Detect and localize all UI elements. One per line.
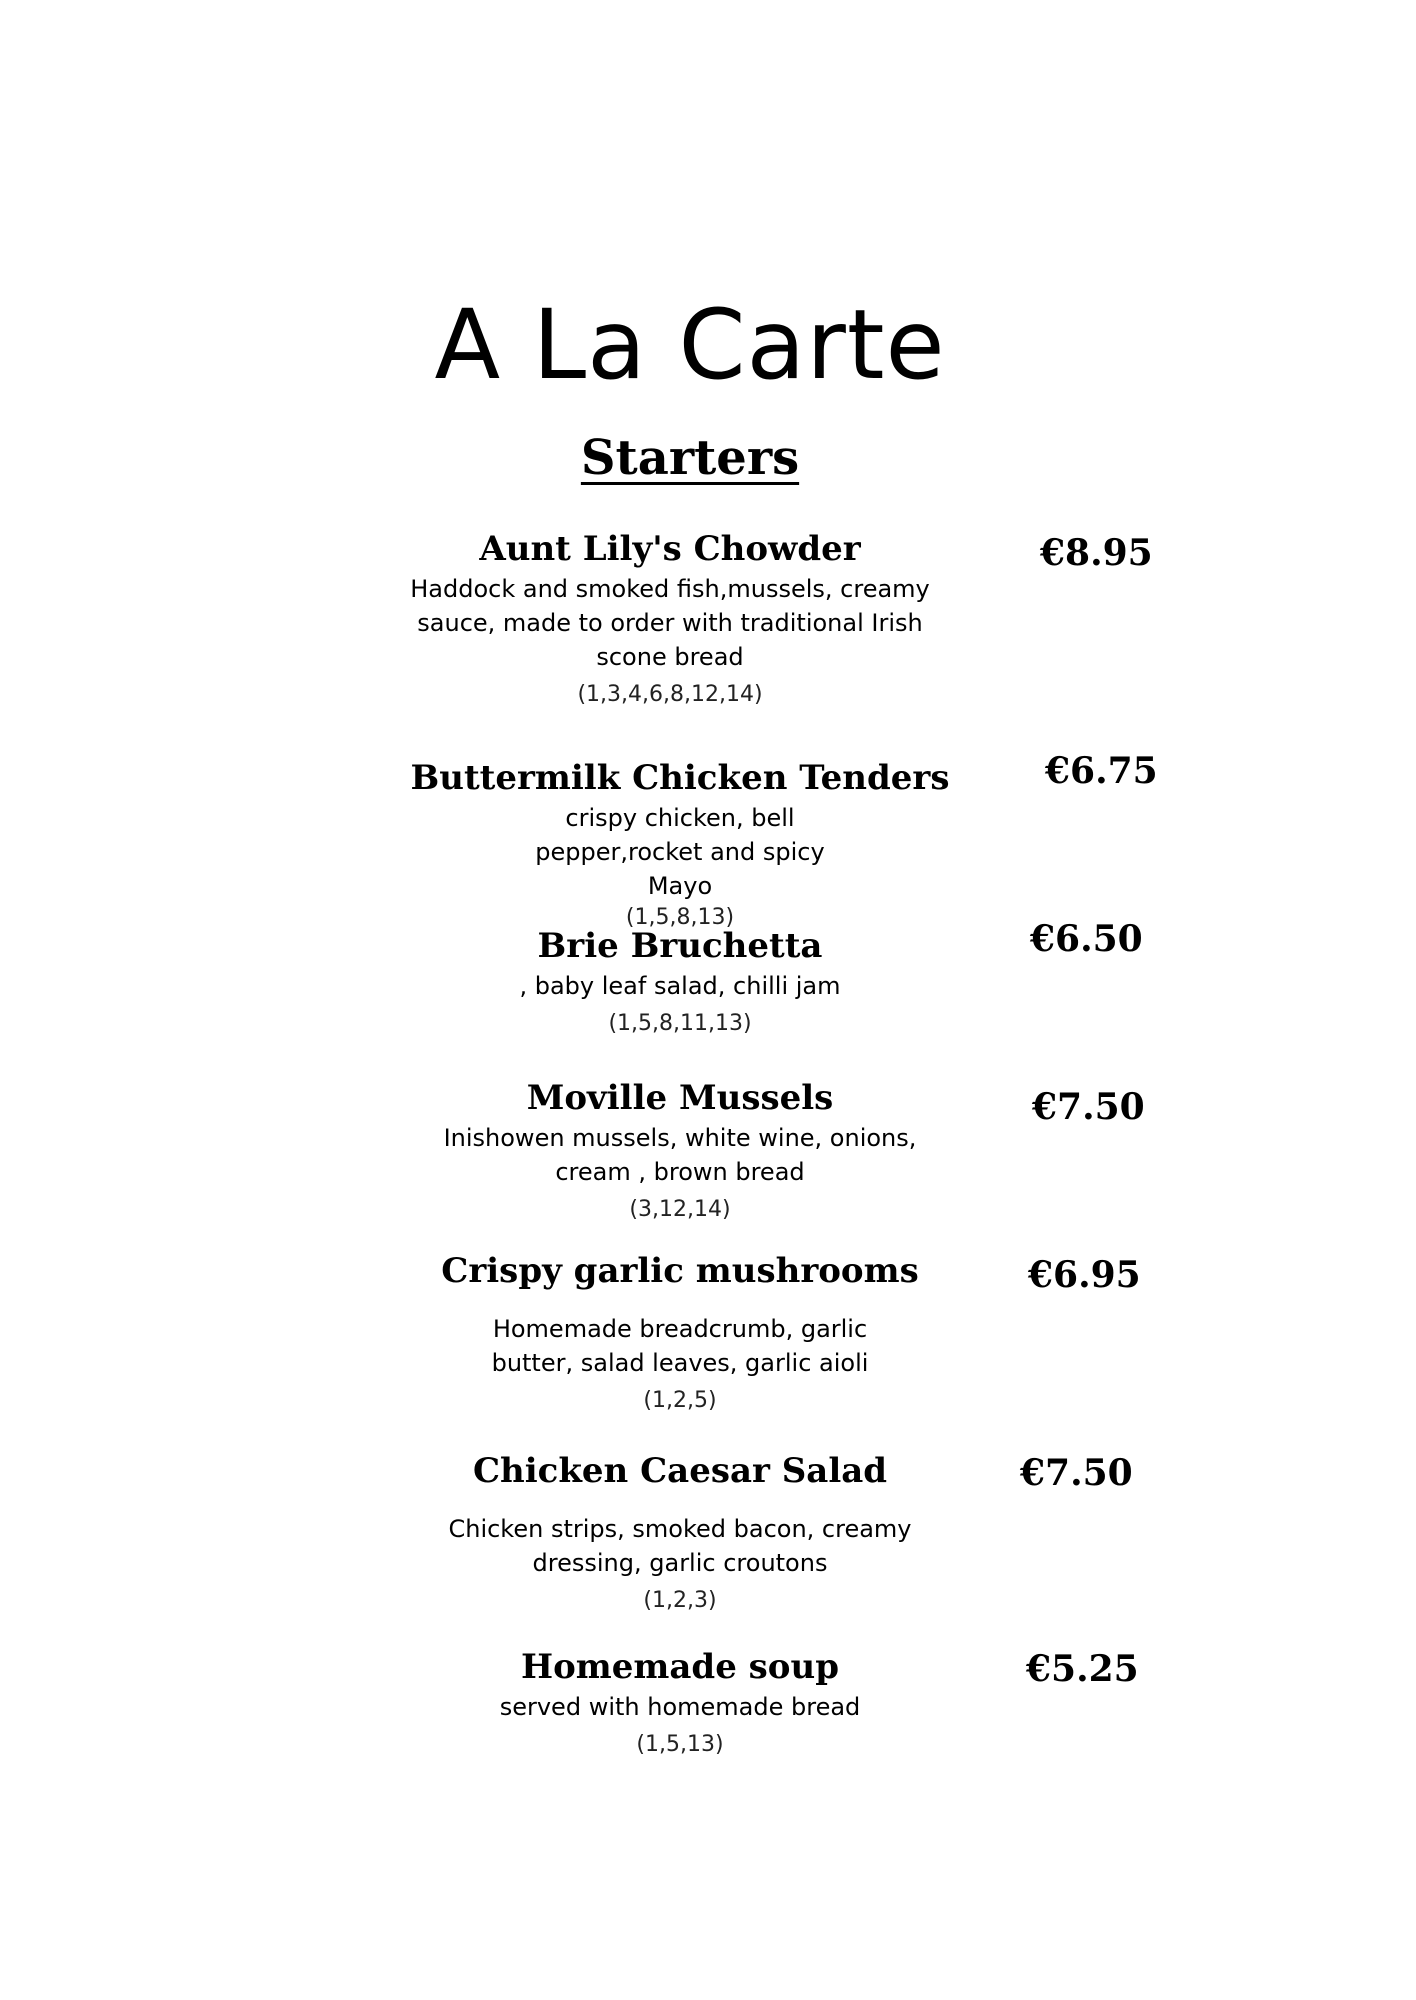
item-description: served with homemade bread (499, 1693, 861, 1721)
menu-item-chowder (390, 528, 950, 712)
item-allergens: (1,5,8,11,13) (608, 1011, 752, 1036)
item-price-brie-bruchetta: €6.50 (1030, 918, 1143, 960)
item-allergens: (1,5,8,13) (625, 905, 735, 930)
item-description: Chicken strips, smoked bacon, creamy dressing, garlic croutons (448, 1515, 912, 1577)
item-description: , baby leaf salad, chilli jam (519, 972, 841, 1000)
item-allergens: (1,2,5) (643, 1388, 717, 1413)
item-price-caesar-salad: €7.50 (1020, 1452, 1133, 1494)
page-title: A La Carte (434, 289, 946, 401)
menu-item-moville-mussels (440, 1077, 920, 1227)
item-description: Haddock and smoked fish,mussels, creamy sauce, made to order with traditional Irish scone bread (410, 575, 930, 671)
menu-item-homemade-soup (440, 1646, 920, 1762)
item-name: Brie Bruchetta (537, 926, 823, 966)
section-title-starters: Starters (580, 430, 800, 486)
item-description: Inishowen mussels, white wine, onions, cream , brown bread (443, 1124, 917, 1186)
menu-item-garlic-mushrooms (410, 1250, 950, 1418)
menu-item-chicken-tenders (380, 757, 980, 935)
item-name: Buttermilk Chicken Tenders (410, 758, 950, 798)
item-name: Aunt Lily's Chowder (479, 529, 861, 569)
item-allergens: (1,2,3) (643, 1588, 717, 1613)
item-description: Homemade breadcrumb, garlic butter, salad leaves, garlic aioli (491, 1315, 869, 1377)
item-price-homemade-soup: €5.25 (1026, 1648, 1139, 1690)
item-price-chowder: €8.95 (1040, 532, 1153, 574)
menu-item-brie-bruchetta (400, 925, 960, 1041)
item-price-chicken-tenders: €6.75 (1045, 750, 1158, 792)
item-allergens: (3,12,14) (629, 1197, 731, 1222)
item-name: Homemade soup (521, 1647, 839, 1687)
item-name: Crispy garlic mushrooms (441, 1251, 919, 1291)
item-description: crispy chicken, bell pepper,rocket and spicy Mayo (535, 804, 825, 900)
item-name: Chicken Caesar Salad (472, 1451, 888, 1491)
item-allergens: (1,3,4,6,8,12,14) (577, 682, 763, 707)
item-name: Moville Mussels (526, 1078, 834, 1118)
item-price-garlic-mushrooms: €6.95 (1028, 1254, 1141, 1296)
item-allergens: (1,5,13) (636, 1732, 724, 1757)
menu-item-caesar-salad (420, 1450, 940, 1618)
item-price-moville-mussels: €7.50 (1032, 1086, 1145, 1128)
